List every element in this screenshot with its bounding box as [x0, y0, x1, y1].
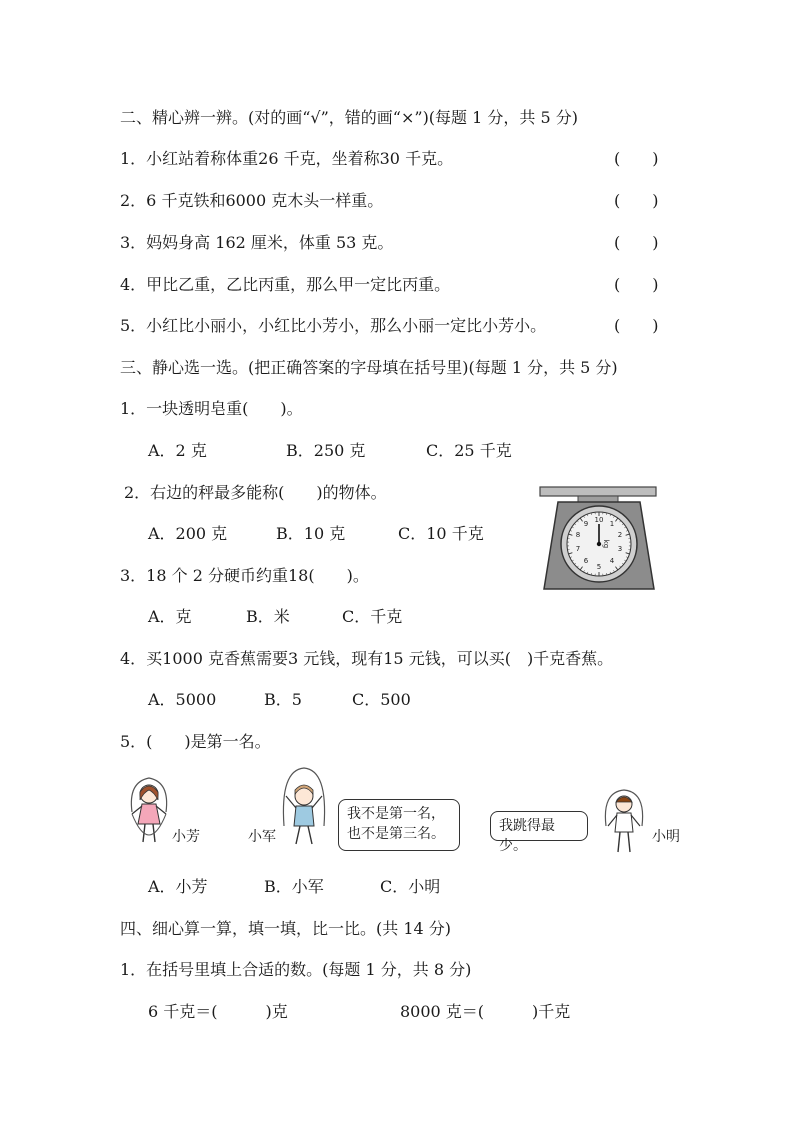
choice-q3: 3．18 个 2 分硬币约重18( )。 — [120, 566, 369, 585]
dial-number-3: 3 — [617, 545, 623, 553]
label-xiaoming: 小明 — [652, 829, 680, 845]
option-c[interactable]: C．小明 — [380, 877, 441, 896]
dial-unit: kg — [602, 539, 610, 549]
choice-q2-options — [148, 523, 484, 545]
section2-heading: 二、精心辨一辨。(对的画“√”，错的画“×”)(每题 1 分，共 5 分) — [120, 108, 578, 127]
option-c[interactable]: C．25 千克 — [426, 441, 512, 460]
speech-line-1: 我不是第一名， — [347, 806, 445, 822]
answer-paren-4[interactable]: ( ) — [614, 275, 659, 294]
option-a[interactable]: A．200 克 — [148, 524, 228, 543]
answer-paren-1[interactable]: ( ) — [614, 149, 659, 168]
speech-line-2: 也不是第三名。 — [347, 826, 445, 842]
boy-jumping-rope-icon — [278, 766, 330, 856]
option-b[interactable]: B．250 克 — [286, 441, 366, 460]
judge-item-2: 2．6 千克铁和6000 克木头一样重。 — [120, 191, 384, 210]
boy-jumping-rope-icon — [600, 786, 648, 862]
choice-q4: 4．买1000 克香蕉需要3 元钱，现有15 元钱，可以买( )千克香蕉。 — [120, 649, 614, 668]
option-a[interactable]: A．小芳 — [148, 877, 208, 896]
judge-item-3: 3．妈妈身高 162 厘米，体重 53 克。 — [120, 233, 394, 252]
option-b[interactable]: B．10 克 — [276, 524, 346, 543]
dial-number-7: 7 — [575, 545, 581, 553]
option-c[interactable]: C．10 千克 — [398, 524, 484, 543]
girl-jumping-rope-icon — [124, 772, 174, 856]
option-a[interactable]: A．5000 — [148, 690, 217, 709]
option-b[interactable]: B．5 — [264, 690, 302, 709]
kitchen-scale-icon — [538, 484, 660, 592]
label-xiaofang: 小芳 — [172, 829, 200, 845]
choice-q3-options — [148, 606, 402, 628]
dial-number-1: 1 — [609, 520, 615, 528]
choice-q5-options — [148, 876, 440, 898]
choice-q2: 2．右边的秤最多能称( )的物体。 — [124, 483, 387, 502]
fill-equation-1[interactable]: 6 千克＝( )克 — [148, 1002, 288, 1021]
dial-number-10: 10 — [594, 516, 604, 524]
option-a[interactable]: A．2 克 — [148, 441, 207, 460]
choice-q4-options — [148, 689, 411, 711]
choice-q1-options — [148, 440, 512, 462]
section4-sub1: 1．在括号里填上合适的数。(每题 1 分，共 8 分) — [120, 960, 472, 979]
choice-q5: 5．( )是第一名。 — [120, 732, 271, 751]
option-c[interactable]: C．千克 — [342, 607, 403, 626]
speech-bubble-xiaojun — [338, 799, 460, 851]
option-b[interactable]: B．小军 — [264, 877, 324, 896]
dial-number-2: 2 — [617, 531, 623, 539]
option-a[interactable]: A．克 — [148, 607, 192, 626]
choice-q1: 1．一块透明皂重( )。 — [120, 399, 303, 418]
fill-equation-2[interactable]: 8000 克＝( )千克 — [400, 1002, 571, 1021]
dial-number-6: 6 — [583, 557, 589, 565]
option-c[interactable]: C．500 — [352, 690, 411, 709]
speech-bubble-xiaoming: 我跳得最少。 — [490, 811, 588, 841]
judge-item-4: 4．甲比乙重，乙比丙重，那么甲一定比丙重。 — [120, 275, 451, 294]
judge-item-1: 1．小红站着称体重26 千克，坐着称30 千克。 — [120, 149, 454, 168]
label-xiaojun: 小军 — [248, 829, 276, 845]
answer-paren-2[interactable]: ( ) — [614, 191, 659, 210]
dial-number-8: 8 — [575, 531, 581, 539]
dial-number-5: 5 — [596, 563, 602, 571]
dial-number-4: 4 — [609, 557, 615, 565]
dial-number-9: 9 — [583, 520, 589, 528]
judge-item-5: 5．小红比小丽小，小红比小芳小，那么小丽一定比小芳小。 — [120, 316, 547, 335]
answer-paren-3[interactable]: ( ) — [614, 233, 659, 252]
answer-paren-5[interactable]: ( ) — [614, 316, 659, 335]
section4-heading: 四、细心算一算，填一填，比一比。(共 14 分) — [120, 919, 452, 938]
option-b[interactable]: B．米 — [246, 607, 290, 626]
section3-heading: 三、静心选一选。(把正确答案的字母填在括号里)(每题 1 分，共 5 分) — [120, 358, 618, 377]
